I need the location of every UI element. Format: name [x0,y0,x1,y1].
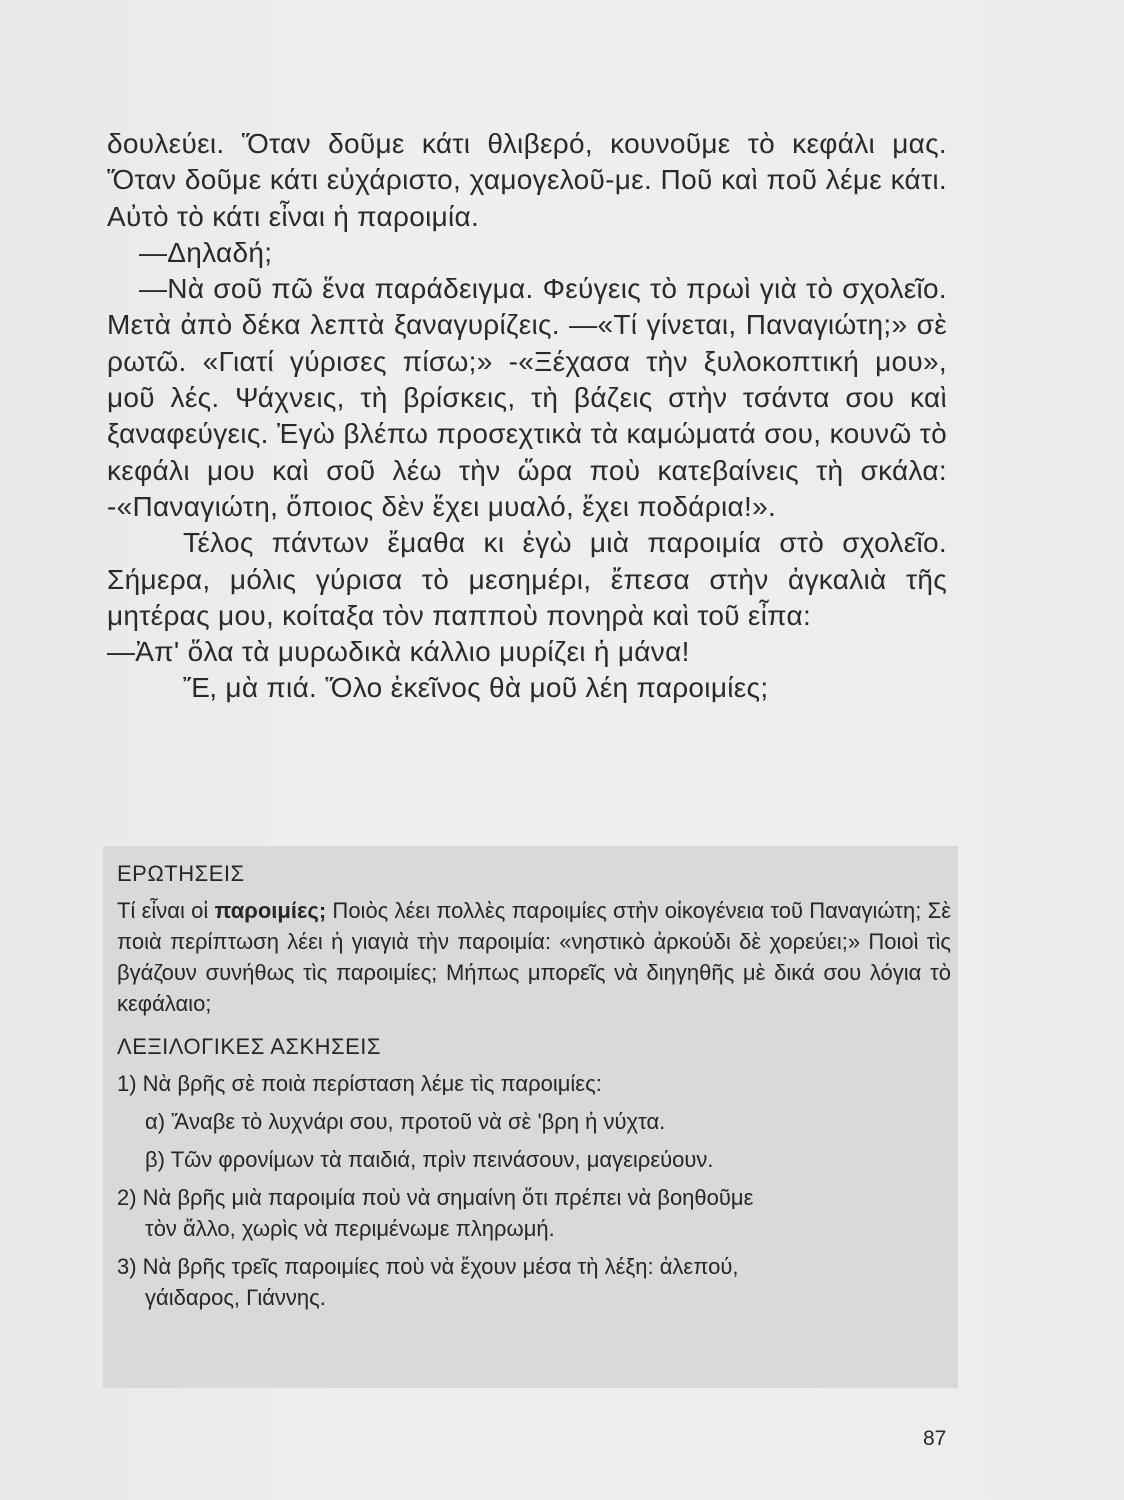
exercise-item-3: 3) Νὰ βρῆς τρεῖς παροιμίες ποὺ νὰ ἔχουν μέσα τὴ λέξη: ἀλεπού, [117,1254,739,1279]
questions-bold-word: παροιμίες; [214,898,327,923]
story-paragraph: —Δηλαδή; [139,236,273,268]
questions-text [117,895,951,1019]
questions-heading: ΕΡΩΤΗΣΕΙΣ [117,861,245,886]
story-paragraph: —Ἀπ' ὅλα τὰ μυρωδικὰ κάλλιο μυρίζει ἡ μάνα! [107,636,690,668]
exercise-item-1a: α) Ἄναβε τὸ λυχνάρι σου, προτοῦ νὰ σὲ 'βρη ἡ νύχτα. [145,1109,666,1134]
exercise-item-1: 1) Νὰ βρῆς σὲ ποιὰ περίσταση λέμε τὶς παροιμίες: [117,1071,602,1096]
exercise-section [117,858,951,1320]
questions-text-start: Τί εἶναι οἱ [117,898,215,923]
story-paragraph: Τέλος πάντων ἔμαθα κι ἐγὼ μιὰ παροιμία στὸ σχολεῖο. Σήμερα, μόλις γύρισα τὸ μεσημέρι, ἔπεσα στὴν ἀγκαλιὰ τῆς μητέρας μου, κοίταξα τὸν παπποὺ πονηρὰ καὶ τοῦ εἶπα: [107,527,947,631]
exercise-item-1b: β) Τῶν φρονίμων τὰ παιδιά, πρὶν πεινάσουν, μαγειρεύουν. [145,1147,714,1172]
exercise-item-2-continued: τὸν ἄλλο, χωρὶς νὰ περιμένωμε πληρωμή. [145,1216,555,1241]
exercise-item-2: 2) Νὰ βρῆς μιὰ παροιμία ποὺ νὰ σημαίνη ὅτι πρέπει νὰ βοηθοῦμε [117,1185,754,1210]
story-paragraph: Ἔ, μὰ πιά. Ὅλο ἐκεῖνος θὰ μοῦ λέη παροιμίες; [183,672,769,704]
page-number: 87 [923,1427,947,1450]
exercise-item-3-continued: γάιδαρος, Γιάννης. [145,1285,326,1310]
exercises-heading: ΛΕΞΙΛΟΓΙΚΕΣ ΑΣΚΗΣΕΙΣ [117,1034,382,1059]
story-paragraph: —Νὰ σοῦ πῶ ἕνα παράδειγμα. Φεύγεις τὸ πρωὶ γιὰ τὸ σχολεῖο. Μετὰ ἀπὸ δέκα λεπτὰ ξαναγυρίζεις. —«Τί γίνεται, Παναγιώτη;» σὲ ρωτῶ. «Γιατί γύρισες πίσω;» -«Ξέχασα τὴν ξυλοκοπτική μου», μοῦ λές. Ψάχνεις, τὴ βρίσκεις, τὴ βάζεις στὴν τσάντα σου καὶ ξαναφεύγεις. Ἐγὼ βλέπω προσεχτικὰ τὰ καμώματά σου, κουνῶ τὸ κεφάλι μου καὶ σοῦ λέω τὴν ὥρα ποὺ κατεβαίνεις τὴ σκάλα: -«Παναγιώτη, ὅποιος δὲν ἔχει μυαλό, ἔχει ποδάρια!». [107,273,947,522]
story-text [107,126,947,707]
story-paragraph: δουλεύει. Ὅταν δοῦμε κάτι θλιβερό, κουνοῦμε τὸ κεφάλι μας. Ὅταν δοῦμε κάτι εὐχάριστο, χαμογελοῦ-με. Ποῦ καὶ ποῦ λέμε κάτι. Αὐτὸ τὸ κάτι εἶναι ἡ παροιμία. [107,128,947,232]
questions-text-end: Ποιὸς λέει πολλὲς παροιμίες στὴν οἰκογένεια τοῦ Παναγιώτη; Σὲ ποιὰ περίπτωση λέει ἡ γιαγιὰ τὴν παροιμία: «νηστικὸ ἀρκούδι δὲ χορεύει;» Ποιοὶ τὶς βγάζουν συνήθως τὶς παροιμίες; Μήπως μπορεῖς νὰ διηγηθῆς μὲ δικά σου λόγια τὸ κεφάλαιο; [117,898,951,1016]
